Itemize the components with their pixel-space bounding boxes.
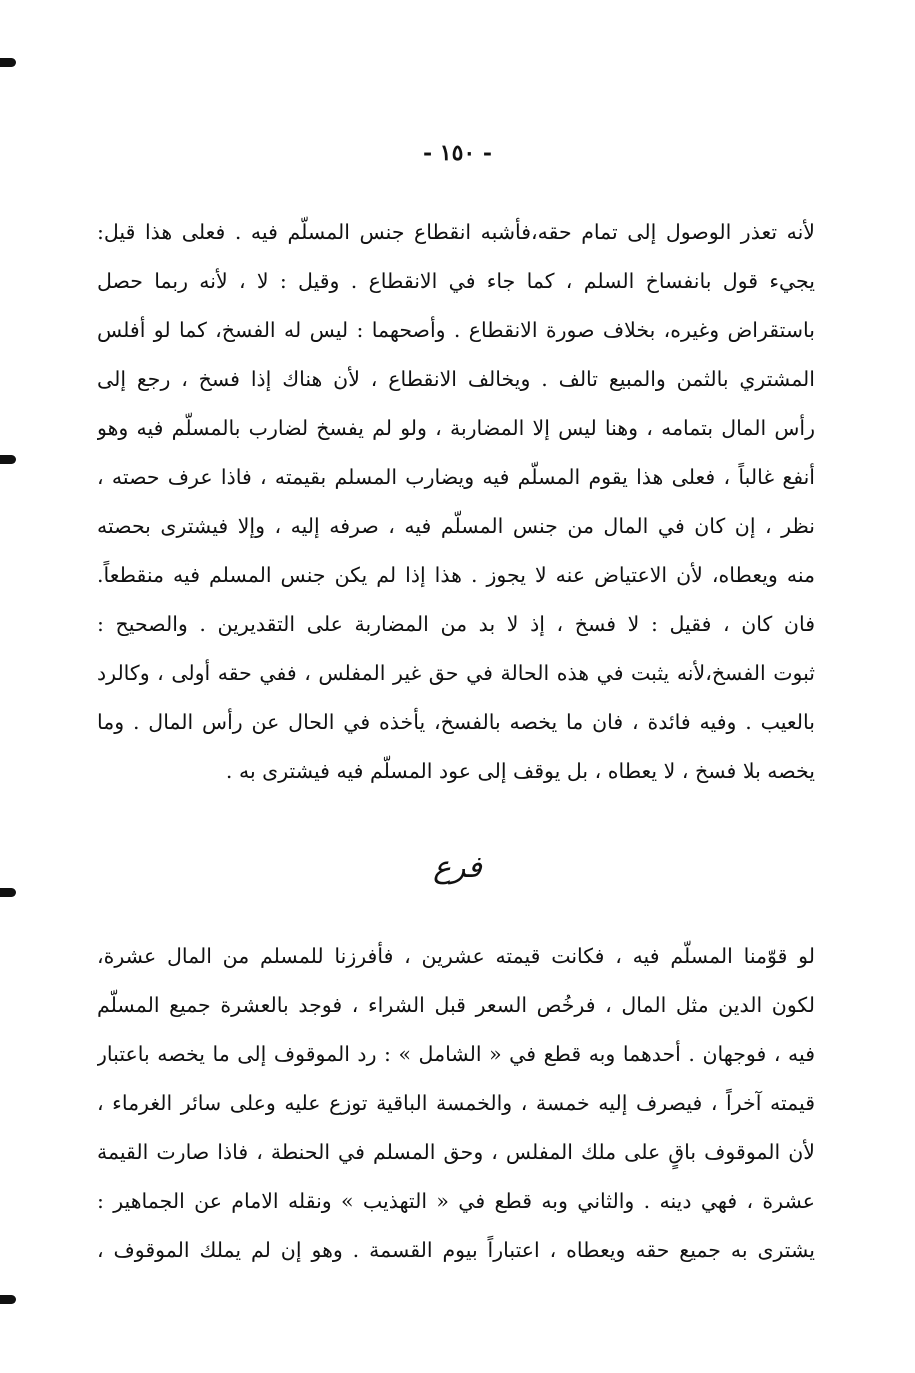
- text-line: لكون الدين مثل المال ، فرخُص السعر قبل الشراء ، فوجد بالعشرة جميع المسلّم: [97, 993, 815, 1017]
- text-line: المشتري بالثمن والمبيع تالف . ويخالف الانقطاع ، لأن هناك إذا فسخ ، رجع إلى: [97, 367, 815, 391]
- text-line: لأن الموقوف باقٍ على ملك المفلس ، وحق المسلم في الحنطة ، فاذا صارت القيمة: [97, 1140, 815, 1164]
- text-line: يشترى به جميع حقه ويعطاه ، اعتباراً بيوم القسمة . وهو إن لم يملك الموقوف ،: [97, 1238, 815, 1262]
- section-heading: فرع: [433, 850, 482, 885]
- text-line: نظر ، إن كان في المال من جنس المسلّم فيه ، صرفه إليه ، وإلا فيشترى بحصته: [97, 514, 815, 538]
- text-line: فيه ، فوجهان . أحدهما وبه قطع في « الشامل » : رد الموقوف إلى ما يخصه باعتبار: [97, 1042, 815, 1066]
- text-line: بالعيب . وفيه فائدة ، فان ما يخصه بالفسخ، يأخذه في الحال عن رأس المال . وما: [97, 710, 815, 734]
- scan-edge-mark: [0, 1295, 16, 1304]
- paragraph-1: [97, 208, 815, 796]
- text-line: أنفع غالباً ، فعلى هذا يقوم المسلّم فيه ويضارب المسلم بقيمته ، فاذا عرف حصته ،: [97, 465, 815, 489]
- text-line: رأس المال بتمامه ، وهنا ليس إلا المضاربة ، ولو لم يفسخ لضارب بالمسلّم فيه وهو: [97, 416, 815, 440]
- scan-edge-mark: [0, 455, 16, 464]
- text-line: منه ويعطاه، لأن الاعتياض عنه لا يجوز . هذا إذا لم يكن جنس المسلم فيه منقطعاً.: [97, 563, 815, 587]
- text-line: يجيء قول بانفساخ السلم ، كما جاء في الانقطاع . وقيل : لا ، لأنه ربما حصل: [97, 269, 815, 293]
- text-line: باستقراض وغيره، بخلاف صورة الانقطاع . وأصحهما : ليس له الفسخ، كما لو أفلس: [97, 318, 815, 342]
- scan-edge-mark: [0, 888, 16, 897]
- paragraph-2: [97, 932, 815, 1275]
- text-line: قيمته آخراً ، فيصرف إليه خمسة ، والخمسة الباقية توزع عليه وعلى سائر الغرماء ،: [97, 1091, 815, 1115]
- text-line: عشرة ، فهي دينه . والثاني وبه قطع في « التهذيب » ونقله الامام عن الجماهير :: [97, 1189, 815, 1213]
- text-line: لو قوّمنا المسلّم فيه ، فكانت قيمته عشرين ، فأفرزنا للمسلم من المال عشرة،: [97, 944, 815, 968]
- text-line: لأنه تعذر الوصول إلى تمام حقه،فأشبه انقطاع جنس المسلّم فيه . فعلى هذا قيل:: [97, 220, 815, 244]
- text-line: يخصه بلا فسخ ، لا يعطاه ، بل يوقف إلى عود المسلّم فيه فيشترى به .: [225, 759, 815, 783]
- text-line: فان كان ، فقيل : لا فسخ ، إذ لا بد من المضاربة على التقديرين . والصحيح :: [97, 612, 815, 636]
- page-number: - ١٥٠ -: [422, 140, 493, 166]
- scan-edge-mark: [0, 58, 16, 67]
- text-line: ثبوت الفسخ،لأنه يثبت في هذه الحالة في حق غير المفلس ، ففي حقه أولى ، وكالرد: [97, 661, 815, 685]
